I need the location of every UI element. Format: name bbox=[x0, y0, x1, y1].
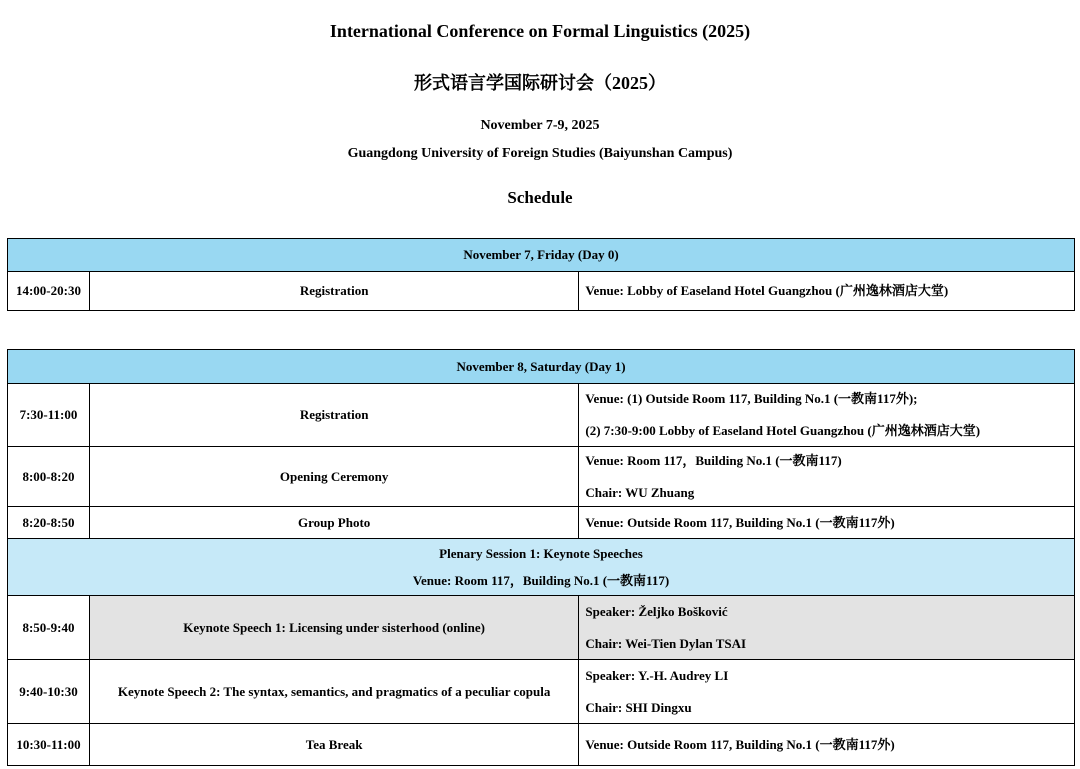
speaker-cell bbox=[579, 660, 1075, 724]
conference-title-chinese: 形式语言学国际研讨会（2025） bbox=[414, 73, 666, 93]
conference-title: International Conference on Formal Linguistics (2025) bbox=[329, 21, 751, 41]
table-row bbox=[8, 272, 1075, 311]
venue-cell: Venue: Lobby of Easeland Hotel Guangzhou (广州逸林酒店大堂) bbox=[579, 272, 1075, 311]
table-row bbox=[8, 724, 1075, 766]
chair-line: Chair: SHI Dingxu bbox=[585, 699, 692, 715]
plenary-heading bbox=[8, 539, 1075, 596]
chair-line: Chair: Wei-Tien Dylan TSAI bbox=[585, 635, 747, 651]
day0-heading: November 7, Friday (Day 0) bbox=[8, 239, 1075, 272]
conference-dates: November 7-9, 2025 bbox=[480, 118, 600, 133]
venue-cell bbox=[579, 384, 1075, 447]
venue-line: Venue: Room 117，Building No.1 (一教南117) bbox=[585, 452, 842, 468]
event-cell: Opening Ceremony bbox=[89, 447, 578, 507]
event-cell: Registration bbox=[89, 384, 578, 447]
day-header-row bbox=[8, 350, 1075, 384]
event-cell: Keynote Speech 1: Licensing under sisterhood (online) bbox=[89, 596, 578, 660]
venue-line: Venue: (1) Outside Room 117, Building No.1 (一教南117外); bbox=[585, 391, 918, 406]
speaker-line: Speaker: Željko Bošković bbox=[585, 603, 728, 619]
chair-line: Chair: WU Zhuang bbox=[585, 484, 695, 500]
plenary-header-row bbox=[8, 539, 1075, 596]
speaker-line: Speaker: Y.-H. Audrey LI bbox=[585, 667, 729, 683]
schedule-heading: Schedule bbox=[507, 188, 573, 207]
time-cell: 8:50-9:40 bbox=[8, 596, 90, 660]
table-row bbox=[8, 660, 1075, 724]
event-cell: Tea Break bbox=[89, 724, 578, 766]
table-row bbox=[8, 507, 1075, 539]
plenary-venue: Venue: Room 117，Building No.1 (一教南117) bbox=[412, 572, 670, 588]
schedule-table-day1 bbox=[7, 349, 1075, 766]
table-row bbox=[8, 447, 1075, 507]
venue-line: (2) 7:30-9:00 Lobby of Easeland Hotel Guangzhou (广州逸林酒店大堂) bbox=[585, 423, 981, 438]
venue-cell bbox=[579, 447, 1075, 507]
table-row bbox=[8, 384, 1075, 447]
table-row bbox=[8, 596, 1075, 660]
time-cell: 8:20-8:50 bbox=[8, 507, 90, 539]
time-cell: 8:00-8:20 bbox=[8, 447, 90, 507]
venue-cell: Venue: Outside Room 117, Building No.1 (一教南117外) bbox=[579, 724, 1075, 766]
day1-heading: November 8, Saturday (Day 1) bbox=[8, 350, 1075, 384]
venue-cell: Venue: Outside Room 117, Building No.1 (一教南117外) bbox=[579, 507, 1075, 539]
plenary-title: Plenary Session 1: Keynote Speeches bbox=[439, 545, 643, 561]
time-cell: 9:40-10:30 bbox=[8, 660, 90, 724]
schedule-table-day0 bbox=[7, 238, 1075, 311]
conference-location: Guangdong University of Foreign Studies (Baiyunshan Campus) bbox=[347, 146, 733, 161]
time-cell: 14:00-20:30 bbox=[8, 272, 90, 311]
day-header-row bbox=[8, 239, 1075, 272]
event-cell: Keynote Speech 2: The syntax, semantics, and pragmatics of a peculiar copula bbox=[89, 660, 578, 724]
time-cell: 7:30-11:00 bbox=[8, 384, 90, 447]
event-cell: Registration bbox=[89, 272, 578, 311]
speaker-cell bbox=[579, 596, 1075, 660]
event-cell: Group Photo bbox=[89, 507, 578, 539]
time-cell: 10:30-11:00 bbox=[8, 724, 90, 766]
